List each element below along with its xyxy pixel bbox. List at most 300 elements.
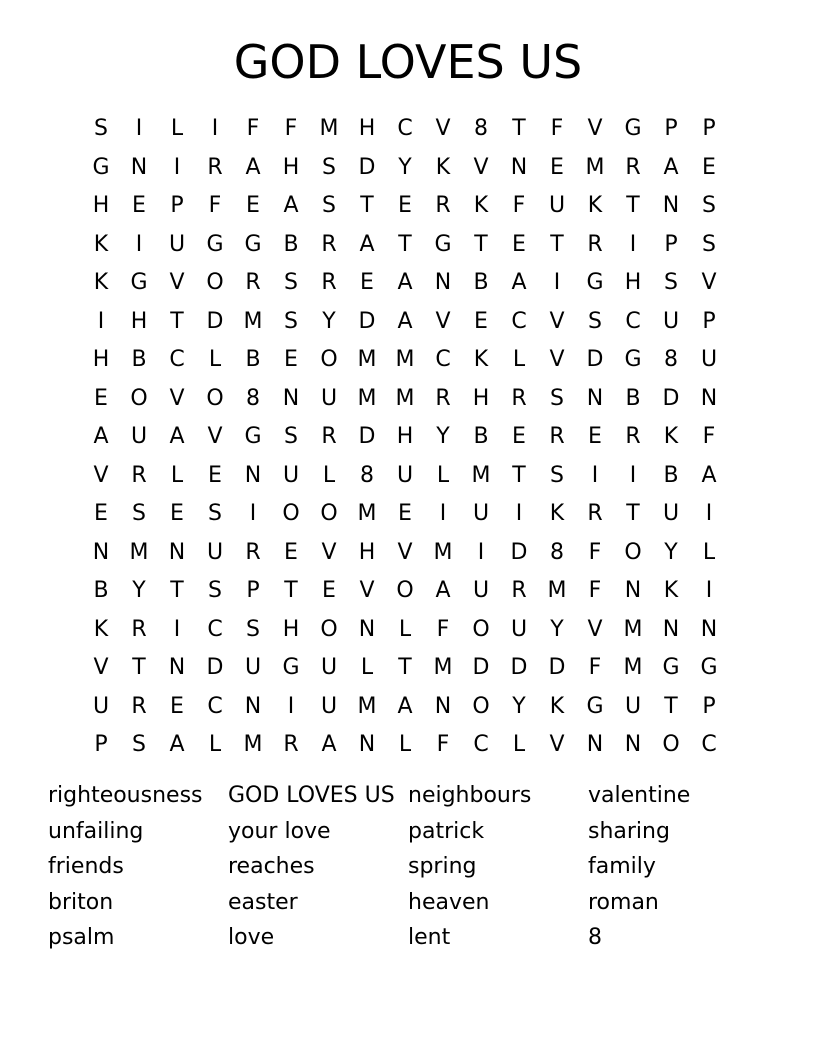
grid-letter: N <box>434 270 452 295</box>
grid-letter: U <box>472 501 490 526</box>
grid-letter: V <box>169 385 185 411</box>
word-list-item: roman <box>588 889 659 915</box>
word-list <box>48 778 788 956</box>
grid-letter: N <box>434 693 452 719</box>
grid-letter: H <box>396 424 414 449</box>
grid-letter: D <box>358 308 376 334</box>
grid-letter: V <box>169 270 185 295</box>
grid-letter: R <box>435 385 451 411</box>
grid-letter: V <box>549 308 565 334</box>
grid-letter: D <box>548 655 566 680</box>
word-list-item: reaches <box>228 854 315 879</box>
grid-letter: N <box>92 539 110 565</box>
grid-letter: N <box>358 616 376 642</box>
grid-letter: C <box>207 693 223 719</box>
grid-letter: M <box>357 347 377 372</box>
grid-letter: R <box>435 193 451 218</box>
grid-row <box>82 534 728 573</box>
grid-letter: K <box>93 616 109 642</box>
grid-row <box>82 649 728 688</box>
grid-letter: V <box>93 655 109 680</box>
grid-letter: P <box>246 578 260 603</box>
grid-letter: F <box>284 116 298 141</box>
word-list-item: family <box>588 854 656 879</box>
grid-letter: 8 <box>246 385 260 411</box>
grid-letter: G <box>586 270 604 295</box>
grid-letter: R <box>131 462 147 488</box>
grid-letter: G <box>206 231 224 257</box>
grid-letter: V <box>435 308 451 334</box>
grid-letter: E <box>208 462 222 488</box>
grid-letter: N <box>586 385 604 411</box>
grid-row <box>82 457 728 496</box>
grid-letter: U <box>130 424 148 449</box>
grid-letter: I <box>287 693 295 719</box>
grid-letter: E <box>132 193 146 218</box>
grid-letter: K <box>663 424 679 449</box>
grid-row <box>82 341 728 380</box>
page-title: GOD LOVES US <box>233 35 583 89</box>
grid-row <box>82 726 728 765</box>
grid-letter: O <box>472 616 490 642</box>
grid-letter: A <box>511 270 527 295</box>
grid-letter: T <box>170 308 184 334</box>
grid-letter: U <box>624 693 642 719</box>
grid-letter: Y <box>322 308 336 334</box>
grid-letter: 8 <box>664 347 678 372</box>
grid-letter: R <box>587 231 603 257</box>
grid-letter: I <box>173 154 181 180</box>
word-list-item: valentine <box>588 783 691 808</box>
grid-letter: K <box>549 693 565 719</box>
grid-letter: R <box>207 154 223 180</box>
grid-letter: G <box>282 655 300 680</box>
grid-letter: T <box>626 193 640 218</box>
grid-letter: M <box>129 539 149 565</box>
grid-letter: A <box>283 193 299 218</box>
grid-letter: U <box>320 385 338 411</box>
grid-letter: R <box>321 231 337 257</box>
grid-letter: 8 <box>550 539 564 565</box>
grid-letter: Y <box>550 616 564 642</box>
grid-letter: M <box>433 539 453 565</box>
grid-letter: D <box>206 655 224 680</box>
word-list-item: unfailing <box>48 818 144 844</box>
grid-letter: E <box>246 193 260 218</box>
grid-row <box>82 611 728 650</box>
grid-letter: U <box>206 539 224 565</box>
word-list-item: righteousness <box>48 783 203 808</box>
grid-letter: C <box>435 347 451 372</box>
grid-letter: G <box>662 655 680 680</box>
grid-letter: D <box>586 347 604 372</box>
grid-letter: F <box>588 539 602 565</box>
grid-letter: N <box>168 655 186 680</box>
grid-letter: F <box>208 193 222 218</box>
grid-letter: E <box>360 270 374 295</box>
grid-row <box>82 418 728 457</box>
grid-letter: R <box>131 616 147 642</box>
grid-letter: S <box>664 270 678 295</box>
grid-letter: V <box>473 154 489 180</box>
grid-row <box>82 303 728 342</box>
grid-letter: N <box>624 732 642 757</box>
grid-letter: M <box>243 732 263 757</box>
grid-letter: D <box>206 308 224 334</box>
grid-letter: K <box>473 193 489 218</box>
grid-letter: K <box>93 270 109 295</box>
grid-letter: M <box>433 655 453 680</box>
grid-letter: R <box>549 424 565 449</box>
grid-letter: A <box>435 578 451 603</box>
grid-letter: I <box>515 501 523 526</box>
word-list-item: easter <box>228 889 298 915</box>
grid-letter: I <box>249 501 257 526</box>
grid-letter: A <box>321 732 337 757</box>
grid-letter: U <box>282 462 300 488</box>
grid-letter: K <box>663 578 679 603</box>
grid-letter: E <box>474 308 488 334</box>
grid-letter: S <box>132 732 146 757</box>
grid-letter: N <box>130 154 148 180</box>
grid-letter: P <box>702 693 716 719</box>
grid-row <box>82 187 728 226</box>
grid-letter: Y <box>436 424 450 449</box>
grid-letter: B <box>663 462 679 488</box>
grid-letter: B <box>283 231 299 257</box>
word-list-item: love <box>228 925 275 950</box>
grid-letter: O <box>130 385 148 411</box>
grid-letter: I <box>553 270 561 295</box>
grid-row <box>82 226 728 265</box>
grid-letter: I <box>135 231 143 257</box>
grid-letter: L <box>360 655 374 680</box>
grid-letter: T <box>626 501 640 526</box>
grid-letter: O <box>320 501 338 526</box>
grid-letter: H <box>358 539 376 565</box>
grid-letter: H <box>130 308 148 334</box>
grid-letter: P <box>702 116 716 141</box>
grid-letter: M <box>357 693 377 719</box>
grid-letter: L <box>436 462 450 488</box>
grid-letter: M <box>547 578 567 603</box>
grid-letter: S <box>284 270 298 295</box>
grid-letter: F <box>588 655 602 680</box>
grid-letter: L <box>170 116 184 141</box>
word-list-item: your love <box>228 818 331 844</box>
grid-letter: R <box>511 578 527 603</box>
grid-letter: E <box>702 154 716 180</box>
grid-letter: A <box>397 693 413 719</box>
grid-letter: D <box>472 655 490 680</box>
word-list-item: psalm <box>48 925 115 950</box>
grid-letter: U <box>92 693 110 719</box>
grid-letter: N <box>282 385 300 411</box>
grid-letter: E <box>512 424 526 449</box>
grid-letter: S <box>550 462 564 488</box>
grid-letter: O <box>396 578 414 603</box>
grid-letter: I <box>211 116 219 141</box>
grid-letter: B <box>473 270 489 295</box>
grid-letter: M <box>243 308 263 334</box>
grid-letter: E <box>550 154 564 180</box>
grid-letter: L <box>322 462 336 488</box>
grid-letter: 8 <box>360 462 374 488</box>
grid-letter: P <box>170 193 184 218</box>
grid-letter: E <box>512 231 526 257</box>
grid-letter: E <box>284 347 298 372</box>
grid-letter: K <box>435 154 451 180</box>
grid-letter: F <box>436 616 450 642</box>
grid-letter: V <box>549 732 565 757</box>
grid-letter: H <box>282 154 300 180</box>
grid-letter: I <box>135 116 143 141</box>
grid-letter: E <box>398 501 412 526</box>
grid-letter: S <box>588 308 602 334</box>
grid-letter: S <box>246 616 260 642</box>
grid-letter: O <box>206 270 224 295</box>
word-list-item: lent <box>408 925 451 950</box>
grid-letter: T <box>132 655 146 680</box>
grid-letter: N <box>700 616 718 642</box>
grid-letter: G <box>244 231 262 257</box>
grid-letter: I <box>173 616 181 642</box>
grid-letter: M <box>357 501 377 526</box>
grid-letter: N <box>510 154 528 180</box>
grid-letter: M <box>319 116 339 141</box>
word-list-item: GOD LOVES US <box>228 783 395 808</box>
grid-letter: F <box>702 424 716 449</box>
grid-letter: G <box>130 270 148 295</box>
grid-letter: N <box>662 193 680 218</box>
grid-letter: B <box>131 347 147 372</box>
grid-letter: U <box>662 501 680 526</box>
grid-letter: L <box>208 732 222 757</box>
grid-letter: C <box>701 732 717 757</box>
grid-letter: V <box>587 116 603 141</box>
grid-letter: H <box>358 116 376 141</box>
grid-letter: E <box>94 385 108 411</box>
grid-letter: L <box>170 462 184 488</box>
grid-letter: B <box>93 578 109 603</box>
grid-letter: S <box>284 308 298 334</box>
grid-letter: V <box>587 616 603 642</box>
grid-letter: R <box>625 154 641 180</box>
grid-letter: D <box>358 424 376 449</box>
grid-letter: R <box>283 732 299 757</box>
grid-row <box>82 110 728 149</box>
grid-letter: V <box>549 347 565 372</box>
grid-letter: N <box>244 462 262 488</box>
word-list-item: heaven <box>408 889 490 915</box>
grid-letter: A <box>93 424 109 449</box>
word-list-item: patrick <box>408 818 485 844</box>
grid-letter: O <box>206 385 224 411</box>
grid-letter: D <box>510 539 528 565</box>
grid-row <box>82 149 728 188</box>
grid-letter: C <box>169 347 185 372</box>
grid-letter: O <box>662 732 680 757</box>
grid-letter: T <box>474 231 488 257</box>
grid-letter: M <box>585 154 605 180</box>
grid-letter: S <box>94 116 108 141</box>
grid-letter: L <box>208 347 222 372</box>
grid-letter: 8 <box>474 116 488 141</box>
grid-letter: U <box>320 655 338 680</box>
grid-letter: S <box>702 231 716 257</box>
grid-letter: I <box>591 462 599 488</box>
grid-letter: B <box>473 424 489 449</box>
grid-letter: I <box>439 501 447 526</box>
grid-letter: R <box>321 270 337 295</box>
grid-letter: C <box>625 308 641 334</box>
grid-letter: I <box>477 539 485 565</box>
grid-letter: K <box>473 347 489 372</box>
grid-row <box>82 264 728 303</box>
grid-letter: I <box>705 578 713 603</box>
grid-letter: G <box>244 424 262 449</box>
grid-letter: C <box>511 308 527 334</box>
grid-letter: T <box>664 693 678 719</box>
grid-letter: R <box>245 270 261 295</box>
word-list-item: briton <box>48 889 114 915</box>
grid-letter: O <box>320 616 338 642</box>
grid-letter: N <box>244 693 262 719</box>
grid-letter: A <box>397 270 413 295</box>
grid-letter: S <box>208 578 222 603</box>
grid-letter: E <box>398 193 412 218</box>
grid-letter: M <box>623 655 643 680</box>
grid-letter: U <box>510 616 528 642</box>
grid-letter: U <box>320 693 338 719</box>
grid-letter: N <box>586 732 604 757</box>
grid-letter: M <box>395 385 415 411</box>
grid-letter: P <box>664 231 678 257</box>
grid-letter: C <box>473 732 489 757</box>
grid-letter: L <box>702 539 716 565</box>
grid-letter: T <box>398 655 412 680</box>
grid-row <box>82 572 728 611</box>
grid-letter: U <box>662 308 680 334</box>
grid-letter: M <box>357 385 377 411</box>
grid-letter: P <box>702 308 716 334</box>
grid-letter: R <box>625 424 641 449</box>
grid-letter: O <box>320 347 338 372</box>
grid-letter: D <box>510 655 528 680</box>
grid-letter: C <box>207 616 223 642</box>
grid-letter: A <box>663 154 679 180</box>
grid-letter: Y <box>664 539 678 565</box>
grid-letter: F <box>246 116 260 141</box>
grid-letter: E <box>322 578 336 603</box>
grid-letter: H <box>92 347 110 372</box>
word-list-item: friends <box>48 854 124 879</box>
word-list-item: 8 <box>588 925 602 950</box>
grid-letter: V <box>207 424 223 449</box>
grid-letter: K <box>93 231 109 257</box>
grid-letter: R <box>245 539 261 565</box>
word-list-item: spring <box>408 854 477 879</box>
grid-letter: L <box>512 732 526 757</box>
grid-letter: F <box>588 578 602 603</box>
grid-letter: U <box>472 578 490 603</box>
grid-letter: P <box>94 732 108 757</box>
grid-letter: R <box>587 501 603 526</box>
grid-letter: L <box>398 732 412 757</box>
grid-letter: T <box>550 231 564 257</box>
grid-letter: A <box>169 732 185 757</box>
grid-letter: G <box>624 347 642 372</box>
grid-letter: M <box>395 347 415 372</box>
grid-letter: A <box>701 462 717 488</box>
grid-letter: T <box>284 578 298 603</box>
grid-letter: T <box>170 578 184 603</box>
grid-letter: E <box>170 501 184 526</box>
grid-letter: Y <box>132 578 146 603</box>
grid-letter: S <box>702 193 716 218</box>
grid-letter: L <box>398 616 412 642</box>
grid-letter: O <box>282 501 300 526</box>
grid-letter: U <box>168 231 186 257</box>
grid-row <box>82 495 728 534</box>
grid-letter: R <box>131 693 147 719</box>
grid-letter: M <box>623 616 643 642</box>
grid-letter: S <box>322 154 336 180</box>
grid-letter: D <box>662 385 680 411</box>
grid-letter: Y <box>512 693 526 719</box>
grid-letter: H <box>92 193 110 218</box>
word-search-grid <box>82 110 728 765</box>
grid-letter: V <box>397 539 413 565</box>
grid-letter: E <box>170 693 184 719</box>
grid-letter: E <box>94 501 108 526</box>
grid-letter: T <box>512 116 526 141</box>
grid-letter: H <box>624 270 642 295</box>
grid-letter: F <box>436 732 450 757</box>
grid-letter: E <box>588 424 602 449</box>
grid-letter: L <box>512 347 526 372</box>
grid-letter: V <box>93 462 109 488</box>
grid-letter: V <box>359 578 375 603</box>
grid-letter: S <box>208 501 222 526</box>
grid-letter: I <box>97 308 105 334</box>
grid-letter: H <box>472 385 490 411</box>
grid-letter: K <box>587 193 603 218</box>
grid-letter: G <box>624 116 642 141</box>
grid-letter: I <box>629 462 637 488</box>
grid-letter: U <box>396 462 414 488</box>
grid-letter: A <box>359 231 375 257</box>
grid-letter: A <box>245 154 261 180</box>
grid-letter: N <box>624 578 642 603</box>
grid-letter: D <box>358 154 376 180</box>
grid-letter: B <box>245 347 261 372</box>
grid-letter: E <box>284 539 298 565</box>
grid-letter: O <box>472 693 490 719</box>
grid-letter: G <box>92 154 110 180</box>
grid-letter: V <box>435 116 451 141</box>
grid-row <box>82 380 728 419</box>
grid-letter: U <box>548 193 566 218</box>
grid-letter: C <box>397 116 413 141</box>
grid-letter: S <box>132 501 146 526</box>
grid-letter: N <box>358 732 376 757</box>
grid-letter: S <box>322 193 336 218</box>
grid-letter: B <box>625 385 641 411</box>
grid-letter: V <box>321 539 337 565</box>
grid-letter: G <box>434 231 452 257</box>
grid-letter: G <box>700 655 718 680</box>
